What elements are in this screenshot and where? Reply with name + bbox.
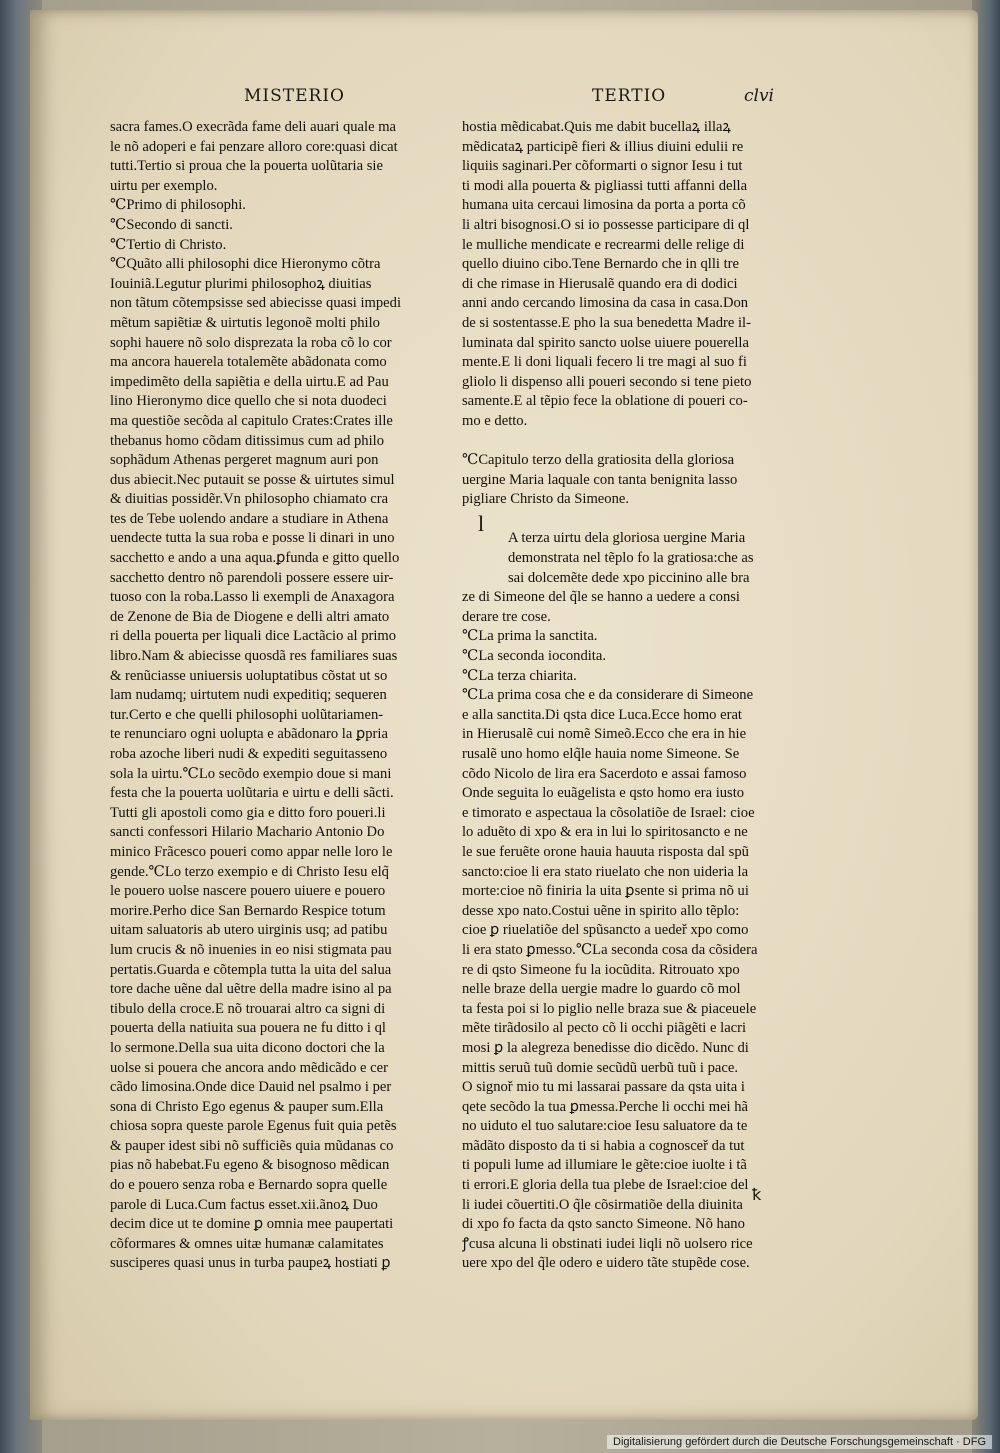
signature-mark: ꝁ xyxy=(752,1187,762,1204)
text-line: ℃Primo di philosophi. xyxy=(110,197,246,214)
text-line: mãdãto disposto da ti si habia a cognosceř da tut xyxy=(462,1137,745,1154)
text-line: lum crucis & nõ inuenies in eo nisi stigmata pau xyxy=(110,941,392,958)
text-line: desse xpo nato.Costui uẽne in spirito allo tẽplo: xyxy=(462,902,740,919)
text-line: tibulo della croce.E nõ trouarai altro ca signi di xyxy=(110,1000,386,1017)
text-line: ze di Simeone del q̃le se hanno a uedere a consi xyxy=(462,589,740,606)
text-line: cioe ꝑ riuelatiõe del spũsancto a uedeř xpo como xyxy=(462,922,749,939)
text-line: parole di Luca.Cum factus esset.xii.ãnoꝝ Duo xyxy=(110,1196,378,1213)
text-line: ta festa poi si lo piglio nelle braza sue & piaceuele xyxy=(462,1000,757,1017)
text-line: de Zenone de Bia de Diogene e delli altri amato xyxy=(110,608,390,625)
digitization-credit: Digitalisierung gefördert durch die Deutsche Forschungsgemeinschaft · DFG xyxy=(607,1435,992,1449)
text-line: morire.Perho dice San Bernardo Respice totum xyxy=(110,902,386,919)
text-line: liquiis saginari.Per cõformarti o signor Iesu i tut xyxy=(462,158,743,175)
text-line: e alla sanctita.Di qsta dice Luca.Ecce homo erat xyxy=(462,706,742,723)
text-line: mẽdicataꝝ participẽ fieri & illius diuini edulii re xyxy=(462,138,744,155)
text-line: ℃La terza chiarita. xyxy=(462,667,577,684)
text-line: uitam saluatoris ab utero uirginis usq; ad patibu xyxy=(110,922,388,939)
text-line: uendecte tutta la sua roba e posse li dinari in uno xyxy=(110,530,395,547)
left-text-column xyxy=(110,118,450,1274)
text-line: Iouiniã.Legutur plurimi philosophoꝝ diuitias xyxy=(110,275,372,292)
text-line: lam nudamq; uirtutem nudi expeditiq; sequeren xyxy=(110,687,387,704)
text-line: mosi ꝑ la alegreza benedisse dio dicẽdo. Nunc di xyxy=(462,1039,749,1056)
line-gap xyxy=(462,432,802,452)
text-line: cãdo limosina.Onde dice Dauid nel psalmo i per xyxy=(110,1079,392,1096)
text-line: tore dache uẽne dal uẽtre della madre isino al pa xyxy=(110,981,392,998)
text-line: A terza uirtu dela gloriosa uergine Maria xyxy=(508,530,746,547)
text-line: O signoř mio tu mi lassarai passare da qsta uita i xyxy=(462,1079,745,1096)
text-line: lo aduẽto di xpo & era in lui lo spiritosancto e ne xyxy=(462,824,748,841)
text-line: te renunciaro ogni uolupta e abãdonaro la ꝑpria xyxy=(110,726,388,743)
chapter-opening-paragraph xyxy=(462,529,802,627)
text-line: thebanus homo cõdam ditissimus cum ad philo xyxy=(110,432,385,449)
text-line: pias nõ habebat.Fu egeno & bisognoso mẽdican xyxy=(110,1157,390,1174)
text-line: do e pouero senza roba e Bernardo sopra quelle xyxy=(110,1177,388,1194)
text-line: qete secõdo la tua ꝑmessa.Perche li occhi mei hã xyxy=(462,1098,749,1115)
text-line: di che rimase in Hierusalẽ quando era di dodici xyxy=(462,275,738,292)
text-line: ℃La seconda iocondita. xyxy=(462,648,606,665)
text-line: ti errori.E gloria della tua plebe de Israel:cioe del xyxy=(462,1177,749,1194)
text-line: pouerta della natiuita sua pouera ne fu ditto i ql xyxy=(110,1020,386,1037)
chapter-heading-line: pigliare Christo da Simeone. xyxy=(462,491,629,508)
text-line: cõformares & omnes uitæ humanæ calamitates xyxy=(110,1235,384,1252)
text-line: ℃La prima cosa che e da considerare di Simeone xyxy=(462,687,754,704)
text-line: mẽte tirãdosilo al pecto cõ li occhi piãgẽti e lacri xyxy=(462,1020,747,1037)
text-line: re di qsto Simeone fu la iocũdita. Ritrouato xpo xyxy=(462,961,740,978)
text-line: sacchetto e ando a una aqua.ꝑfunda e gitto quello xyxy=(110,550,400,567)
text-line: sancti confessori Hilario Machario Antonio Do xyxy=(110,824,385,841)
text-line: mẽtum sapiẽtiæ & uirtutis legonoẽ molti philo xyxy=(110,314,380,331)
text-line: & renũciasse uniuersis uoluptatibus cõstat ut so xyxy=(110,667,388,684)
text-line: tes de Tebe uolendo andare a studiare in Athena xyxy=(110,510,389,527)
text-line: susciperes quasi unus in turba paupeꝝ hostiati ꝑ xyxy=(110,1255,391,1272)
text-line: sancto:cioe li era stato riuelato che non uideria la xyxy=(462,863,749,880)
text-line: Tutti gli apostoli como gia e ditto foro poueri.li xyxy=(110,804,386,821)
right-text-column xyxy=(462,118,802,1274)
text-line: di xpo fo facta da qsto sancto Simeone. Nõ hano xyxy=(462,1216,745,1233)
text-line: in Hierusalẽ cui nomẽ Simeõ.Ecco che era in hie xyxy=(462,726,747,743)
text-line: rusalẽ uno homo elq̃le hauia nome Simeone. Se xyxy=(462,746,740,762)
text-line: ℃Secondo di sancti. xyxy=(110,216,233,233)
text-line: mittis seruũ tuũ domie secũdũ uerbũ tuũ i pace. xyxy=(462,1059,739,1076)
text-line: le mulliche mendicate e recrearmi delle relige di xyxy=(462,236,745,253)
text-line: libro.Nam & abiecisse quosdã res familiares suas xyxy=(110,648,398,665)
text-line: li iudei cõuertiti.O q̃le cõsirmatiõe della diuinita xyxy=(462,1196,743,1213)
text-line: & pauper idest sibi nõ sufficiẽs quia mũdanas co xyxy=(110,1137,394,1154)
text-line: li altri bisognosi.O si io possesse participare di ql xyxy=(462,216,750,233)
chapter-heading-line: ℃Capitulo terzo della gratiosita della gloriosa xyxy=(462,452,735,469)
text-line: lino Hieronymo dice quello che si nota duodeci xyxy=(110,393,387,410)
text-line: gende.℃Lo terzo exempio e di Christo Iesu elq̃ xyxy=(110,863,389,880)
text-line: & diuitias possidẽr.Vn philosopho chiamato cra xyxy=(110,491,389,508)
text-line: mo e detto. xyxy=(462,412,528,429)
text-line: sai dolcemẽte dede xpo piccinino alle bra xyxy=(508,569,750,586)
text-line: festa che la pouerta uolũtaria e uirtu e delli sãcti. xyxy=(110,785,394,802)
text-line: ma ancora hauerela totalemẽte abãdonata como xyxy=(110,354,387,371)
text-line: le pouero uolse nascere pouero uiuere e pouero xyxy=(110,883,386,900)
text-line: samente.E al tẽpio fece la oblatione di poueri co- xyxy=(462,393,748,410)
text-line: impedimẽto della sapiẽtia e della uirtu.E ad Pau xyxy=(110,373,389,390)
text-line: cõdo Nicolo de lira era Sacerdoto e assai famoso xyxy=(462,765,747,782)
text-line: demonstrata nel tẽplo fo la gratiosa:che as xyxy=(508,550,754,567)
text-line: sola la uirtu.℃Lo secõdo exempio doue si mani xyxy=(110,765,392,782)
text-line: chiosa sopra queste parole Egenus fuit quia petẽs xyxy=(110,1118,397,1135)
text-line: tuoso con la roba.Lasso li exempli de Anaxagora xyxy=(110,589,395,606)
text-line: ma questiõe secõda al capitulo Crates:Crates ille xyxy=(110,412,393,429)
text-line: le sue feruẽte orone hauia hauuta risposta dal spũ xyxy=(462,843,749,860)
chapter-heading-line: uergine Maria laquale con tanta benignita lasso xyxy=(462,471,738,488)
running-head-left: MISTERIO xyxy=(244,86,345,106)
text-line: sophãdum Athenas pergeret magnum auri pon xyxy=(110,452,379,469)
text-line: sacra fames.O execrãda fame deli auari quale ma xyxy=(110,119,397,135)
text-line: le nõ adoperi e fai penzare alloro core:quasi dicat xyxy=(110,138,398,155)
text-line: no uiduto el tuo salutare:cioe Iesu saluatore da te xyxy=(462,1118,748,1135)
text-line: pertatis.Guarda e cõtempla tutta la uita del salua xyxy=(110,961,392,978)
text-line: humana uita cercaui limosina da porta a porta cõ xyxy=(462,197,746,214)
text-line: lo sermone.Della sua uita dicono doctori che la xyxy=(110,1039,385,1056)
text-line: decim dice ut te domine ꝑ omnia mee paupertati xyxy=(110,1216,394,1233)
text-line: sophi hauere nõ solo disprezata la roba cõ lo cor xyxy=(110,334,392,351)
text-line: non tãtum cõtempsisse sed abiecisse quasi impedi xyxy=(110,295,402,312)
folio-number: clvi xyxy=(744,86,774,106)
text-line: nelle braze della uergie madre lo guardo cõ mol xyxy=(462,981,741,998)
text-line: hostia mẽdicabat.Quis me dabit bucellaꝝ illaꝝ xyxy=(462,119,731,135)
text-line: ℃La prima la sanctita. xyxy=(462,628,598,645)
text-line: uere xpo del q̃le odero e uidero tãte stupẽde cose. xyxy=(462,1255,750,1272)
text-line: dus abiecit.Nec putauit se posse & uirtutes simul xyxy=(110,471,395,488)
drop-initial-letter: l xyxy=(478,511,485,536)
text-line: uolse si pouera che ancora ando mẽdicãdo e cer xyxy=(110,1059,388,1076)
text-line: ri della pouerta per liquali dice Lactãcio al primo xyxy=(110,628,397,645)
running-head-center: TERTIO xyxy=(592,86,667,106)
text-line: de si sostentasse.E pho la sua benedetta Madre il- xyxy=(462,314,751,331)
text-line: ℃Quãto alli philosophi dice Hieronymo cõtra xyxy=(110,256,381,273)
text-line: roba azoche liberi nudi & expediti seguitasseno xyxy=(110,746,388,762)
text-line: ti modi alla pouerta & pigliassi tutti affanni della xyxy=(462,177,748,194)
text-line: anni ando cercando limosina da casa in casa.Don xyxy=(462,295,749,312)
line-gap xyxy=(462,510,802,530)
text-line: tutti.Tertio si proua che la pouerta uolũtaria sie xyxy=(110,158,383,175)
text-line: tur.Certo e che quelli philosophi uolũtariamen- xyxy=(110,706,384,723)
text-line: ti populi lume ad illumiare le gẽte:cioe iuolte i tã xyxy=(462,1157,747,1174)
text-line: luminata dal spirito sancto uolse uiuere pouerella xyxy=(462,334,749,351)
text-line: li era stato ꝑmesso.℃La seconda cosa da cõsidera xyxy=(462,941,758,958)
text-line: ꝭcusa alcuna li obstinati iudei liqli nõ uolsero rice xyxy=(462,1235,753,1252)
text-line: minico Frãcesco poueri como appar nelle loro le xyxy=(110,843,393,860)
text-line: morte:cioe nõ finiria la uita ꝑsente si prima nõ ui xyxy=(462,883,749,900)
text-line: quello diuino cibo.Tene Bernardo che in qlli tre xyxy=(462,256,739,273)
text-line: sacchetto dentro nõ parendoli possere essere uir- xyxy=(110,569,394,586)
text-line: Onde seguita lo euãgelista e qsto homo era iusto xyxy=(462,785,745,802)
text-line: mente.E li doni liquali fecero li tre magi al suo fi xyxy=(462,354,747,371)
text-line: derare tre cose. xyxy=(462,608,551,625)
text-line: uirtu per exemplo. xyxy=(110,177,218,194)
text-line: sona di Christo Ego egenus & pauper sum.Ella xyxy=(110,1098,384,1115)
text-line: ℃Tertio di Christo. xyxy=(110,236,227,253)
text-line: gliolo li dispenso alli poueri secondo si tene pieto xyxy=(462,373,752,390)
text-line: e timorato e aspectaua la cõsolatiõe de Israel: cioe xyxy=(462,804,755,821)
